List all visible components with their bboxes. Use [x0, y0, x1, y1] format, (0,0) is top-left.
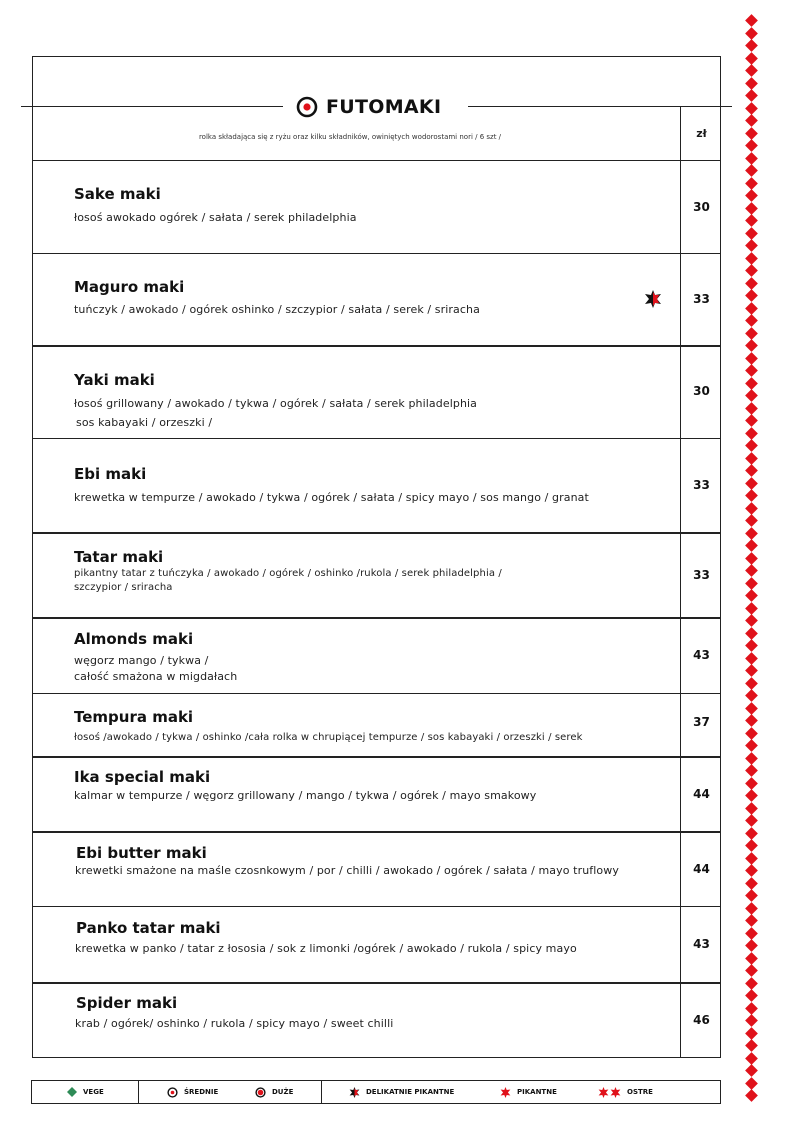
legend-srednie-label: ŚREDNIE: [184, 1088, 219, 1096]
delikatnie-pikantne-icon: [644, 290, 662, 308]
border-diamond: [745, 464, 758, 477]
border-diamond: [745, 389, 758, 402]
menu-item-price: 44: [693, 862, 710, 876]
legend-delikatnie-label: DELIKATNIE PIKANTNE: [366, 1088, 455, 1096]
border-diamond: [745, 514, 758, 527]
border-diamond: [745, 102, 758, 115]
border-diamond: [745, 664, 758, 677]
legend: [31, 1080, 721, 1104]
menu-item-description: tuńczyk / awokado / ogórek oshinko / szczypior / sałata / serek / sriracha: [74, 303, 480, 316]
border-diamond: [745, 727, 758, 740]
border-diamond: [745, 802, 758, 815]
menu-item-name: Ika special maki: [74, 768, 211, 786]
row-divider: [32, 831, 721, 833]
menu-item-description: węgorz mango / tykwa /: [74, 654, 209, 667]
border-diamond: [745, 577, 758, 590]
border-diamond: [745, 939, 758, 952]
menu-item-name: Tatar maki: [74, 548, 164, 566]
border-diamond: [745, 1039, 758, 1052]
border-diamond: [745, 152, 758, 165]
header-rule-left: [21, 106, 283, 107]
border-diamond: [745, 527, 758, 540]
legend-ostre-label: OSTRE: [627, 1088, 653, 1096]
section-subtitle: rolka składająca się z ryżu oraz kilku składników, owiniętych wodorostami nori / 6 szt /: [198, 133, 502, 141]
border-diamond: [745, 839, 758, 852]
border-diamond: [745, 339, 758, 352]
border-diamond: [745, 952, 758, 965]
ostre-icon: [598, 1087, 621, 1098]
border-diamond: [745, 1089, 758, 1102]
legend-pikantne: [500, 1081, 557, 1103]
menu-item-price: 46: [693, 1013, 710, 1027]
border-diamond: [745, 777, 758, 790]
border-diamond: [745, 977, 758, 990]
row-divider: [32, 160, 721, 161]
legend-duze-label: DUŻE: [272, 1088, 294, 1096]
menu-item-description-line2: szczypior / sriracha: [74, 582, 173, 593]
menu-item-price: 44: [693, 787, 710, 801]
border-diamond: [745, 1027, 758, 1040]
currency-label: zł: [696, 127, 707, 140]
menu-item-description: pikantny tatar z tuńczyka / awokado / ogórek / oshinko /rukola / serek philadelphia /: [74, 568, 502, 579]
legend-divider: [321, 1081, 322, 1103]
border-diamond: [745, 239, 758, 252]
legend-duze: [255, 1081, 293, 1103]
price-column-divider: [680, 106, 681, 1058]
duze-icon: [255, 1087, 266, 1098]
menu-item-description-line2: sos kabayaki / orzeszki /: [76, 416, 213, 429]
border-diamond: [745, 789, 758, 802]
border-diamond: [745, 89, 758, 102]
menu-item-name: Tempura maki: [74, 708, 194, 726]
menu-item-description: krewetka w panko / tatar z łososia / sok z limonki /ogórek / awokado / rukola / spicy mayo: [75, 942, 577, 955]
vege-icon: [67, 1087, 77, 1097]
border-diamond: [745, 202, 758, 215]
border-diamond: [745, 439, 758, 452]
menu-item-description: krewetka w tempurze / awokado / tykwa / ogórek / sałata / spicy mayo / sos mango / granat: [74, 491, 589, 504]
border-diamond: [745, 1002, 758, 1015]
decorative-diamond-border: [745, 16, 759, 1104]
pikantne-icon: [500, 1087, 511, 1098]
border-diamond: [745, 289, 758, 302]
border-diamond: [745, 539, 758, 552]
border-diamond: [745, 1052, 758, 1065]
border-diamond: [745, 964, 758, 977]
menu-item-price: 33: [693, 568, 710, 582]
border-diamond: [745, 452, 758, 465]
menu-item-description: łosoś grillowany / awokado / tykwa / ogórek / sałata / serek philadelphia: [74, 397, 478, 410]
menu-item-description: łosoś awokado ogórek / sałata / serek philadelphia: [74, 211, 357, 224]
border-diamond: [745, 377, 758, 390]
border-diamond: [745, 352, 758, 365]
border-diamond: [745, 1064, 758, 1077]
border-diamond: [745, 914, 758, 927]
menu-item-price: 33: [693, 478, 710, 492]
menu-item-price: 43: [693, 648, 710, 662]
menu-item-name: Sake maki: [74, 185, 161, 203]
border-diamond: [745, 477, 758, 490]
border-diamond: [745, 814, 758, 827]
row-divider: [32, 345, 721, 347]
section-header: [296, 93, 441, 121]
border-diamond: [745, 852, 758, 865]
border-diamond: [745, 502, 758, 515]
border-diamond: [745, 827, 758, 840]
border-diamond: [745, 1077, 758, 1090]
border-diamond: [745, 302, 758, 315]
legend-srednie: [167, 1081, 218, 1103]
menu-item-name: Ebi butter maki: [76, 844, 207, 862]
border-diamond: [745, 114, 758, 127]
border-diamond: [745, 327, 758, 340]
border-diamond: [745, 889, 758, 902]
border-diamond: [745, 177, 758, 190]
border-diamond: [745, 277, 758, 290]
menu-item-price: 33: [693, 292, 710, 306]
menu-item-name: Spider maki: [76, 994, 178, 1012]
border-diamond: [745, 402, 758, 415]
menu-item-name: Maguro maki: [74, 278, 185, 296]
border-diamond: [745, 77, 758, 90]
page-title: FUTOMAKI: [326, 96, 442, 118]
border-diamond: [745, 52, 758, 65]
border-diamond: [745, 989, 758, 1002]
header-rule-right: [468, 106, 732, 107]
futomaki-logo-icon: [296, 96, 318, 118]
menu-item-price: 37: [693, 715, 710, 729]
border-diamond: [745, 652, 758, 665]
menu-item-price: 43: [693, 937, 710, 951]
border-diamond: [745, 189, 758, 202]
border-diamond: [745, 764, 758, 777]
legend-vege-label: VEGE: [83, 1088, 104, 1096]
border-diamond: [745, 714, 758, 727]
menu-item-name: Panko tatar maki: [76, 919, 221, 937]
border-diamond: [745, 927, 758, 940]
row-divider: [32, 617, 721, 619]
border-diamond: [745, 227, 758, 240]
legend-pikantne-label: PIKANTNE: [517, 1088, 557, 1096]
border-diamond: [745, 677, 758, 690]
legend-ostre: [598, 1081, 653, 1103]
border-diamond: [745, 127, 758, 140]
menu-item-description-line2: całość smażona w migdałach: [74, 670, 238, 683]
border-diamond: [745, 214, 758, 227]
border-diamond: [745, 589, 758, 602]
border-diamond: [745, 639, 758, 652]
menu-item-description: łosoś /awokado / tykwa / oshinko /cała rolka w chrupiącej tempurze / sos kabayaki / orzeszki / serek: [74, 732, 583, 743]
border-diamond: [745, 552, 758, 565]
row-divider: [32, 756, 721, 758]
menu-item-description: krab / ogórek/ oshinko / rukola / spicy mayo / sweet chilli: [75, 1017, 394, 1030]
menu-item-name: Almonds maki: [74, 630, 194, 648]
legend-delikatnie: [349, 1081, 454, 1103]
border-diamond: [745, 1014, 758, 1027]
border-diamond: [745, 902, 758, 915]
legend-divider: [138, 1081, 139, 1103]
border-diamond: [745, 752, 758, 765]
menu-item-description: krewetki smażone na maśle czosnkowym / por / chilli / awokado / ogórek / sałata / mayo truflowy: [75, 864, 619, 877]
row-divider: [32, 438, 721, 439]
border-diamond: [745, 314, 758, 327]
menu-item-name: Ebi maki: [74, 465, 147, 483]
menu-item-name: Yaki maki: [74, 371, 155, 389]
border-diamond: [745, 739, 758, 752]
menu-item-description: kalmar w tempurze / węgorz grillowany / mango / tykwa / ogórek / mayo smakowy: [74, 789, 537, 802]
border-diamond: [745, 264, 758, 277]
border-diamond: [745, 689, 758, 702]
border-diamond: [745, 64, 758, 77]
row-divider: [32, 906, 721, 907]
srednie-icon: [167, 1087, 178, 1098]
border-diamond: [745, 702, 758, 715]
border-diamond: [745, 27, 758, 40]
border-diamond: [745, 14, 758, 27]
menu-item-price: 30: [693, 200, 710, 214]
delikatnie-pikantne-icon: [349, 1087, 360, 1098]
row-divider: [32, 532, 721, 534]
border-diamond: [745, 252, 758, 265]
legend-vege: [67, 1081, 104, 1103]
border-diamond: [745, 139, 758, 152]
border-diamond: [745, 602, 758, 615]
menu-item-price: 30: [693, 384, 710, 398]
border-diamond: [745, 364, 758, 377]
border-diamond: [745, 39, 758, 52]
row-divider: [32, 253, 721, 254]
border-diamond: [745, 614, 758, 627]
row-divider: [32, 693, 721, 694]
border-diamond: [745, 627, 758, 640]
row-divider: [32, 982, 721, 984]
border-diamond: [745, 414, 758, 427]
border-diamond: [745, 427, 758, 440]
border-diamond: [745, 877, 758, 890]
border-diamond: [745, 564, 758, 577]
border-diamond: [745, 864, 758, 877]
border-diamond: [745, 489, 758, 502]
border-diamond: [745, 164, 758, 177]
